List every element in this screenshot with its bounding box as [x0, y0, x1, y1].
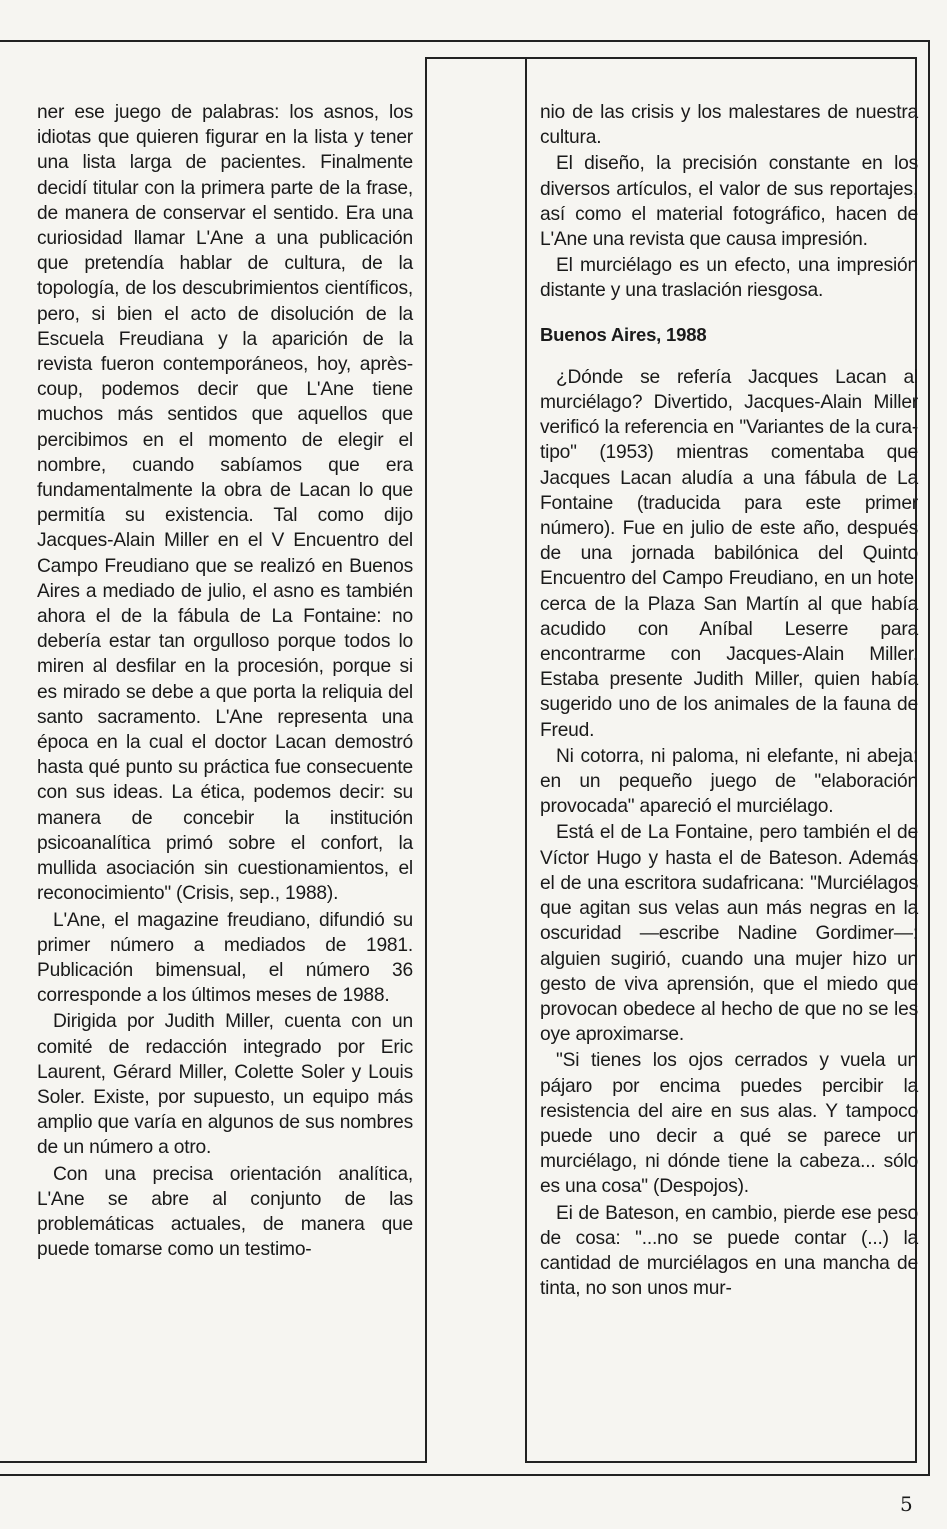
- left-column-box-top: [427, 57, 527, 59]
- left-column-box-right: [425, 57, 427, 1463]
- right-border: [928, 40, 930, 1476]
- paragraph: ¿Dónde se refería Jacques Lacan al murciélago? Divertido, Jacques-Alain Miller verificó la referencia en "Variantes de la cura-tipo" (1953) mientras comentaba que Jacques Lacan aludía a una fábula de La Fontaine (traducida para este primer número). Fue en julio de este año, después de una jornada babilónica del Quinto Encuentro del Campo Freudiano, en un hotel cerca de la Plaza San Martín al que había acudido con Aníbal Leserre para encontrarme con Jacques-Alain Miller. Estaba presente Judith Miller, quien había sugerido uno de los animales de la fauna de Freud.: [540, 366, 918, 741]
- left-column: [37, 100, 413, 1262]
- paragraph: El murciélago es un efecto, una impresión distante y una traslación riesgosa.: [540, 255, 918, 302]
- paragraph: Ni cotorra, ni paloma, ni elefante, ni abeja: en un pequeño juego de "elaboración provocada" apareció el murciélago.: [540, 745, 918, 818]
- top-border: [0, 40, 930, 42]
- paragraph: nio de las crisis y los malestares de nuestra cultura.: [540, 102, 918, 149]
- right-column-box-top: [525, 57, 917, 59]
- paragraph: L'Ane, el magazine freudiano, difundió su primer número a mediados de 1981. Publicación bimensual, el número 36 corresponde a los últimos meses de 1988.: [37, 909, 413, 1007]
- section-heading: Buenos Aires, 1988: [540, 323, 707, 345]
- paragraph: El diseño, la precisión constante en los diversos artículos, el valor de sus reportajes, así como el material fotográfico, hacen de L'Ane una revista que causa impresión.: [540, 153, 918, 251]
- paragraph: Ei de Bateson, en cambio, pierde ese peso de cosa: "...no se puede contar (...) la cantidad de murciélagos en una mancha de tinta, no son unos mur-: [540, 1202, 918, 1300]
- paragraph: Está el de La Fontaine, pero también el de Víctor Hugo y hasta el de Bateson. Además el de una escritora sudafricana: "Murciélagos que agitan sus velas aun más negras en la oscuridad —escribe Nadine Gordimer—: alguien sugirió, cuando una mujer hizo un gesto de viva aprensión, que el miedo que provocan obedece al hecho de que no se les oye aproximarse.: [540, 822, 918, 1046]
- bottom-border: [0, 1474, 930, 1476]
- box-bottom-right: [525, 1461, 917, 1463]
- page-number: 5: [900, 1492, 913, 1516]
- right-column-box-left: [525, 57, 527, 1463]
- paragraph: Dirigida por Judith Miller, cuenta con un comité de redacción integrado por Eric Laurent, Gérard Miller, Colette Soler y Louis Soler. Existe, por supuesto, un equipo más amplio que varía en algunos de sus nombres de un número a otro.: [37, 1011, 413, 1159]
- right-column: [540, 100, 918, 1301]
- box-bottom-left: [0, 1461, 427, 1463]
- paragraph: Con una precisa orientación analítica, L'Ane se abre al conjunto de las problemáticas actuales, de manera que puede tomarse como un testimo-: [37, 1163, 413, 1261]
- paragraph: "Si tienes los ojos cerrados y vuela un pájaro por encima puedes percibir la resistencia del aire en sus alas. Y tampoco puede uno decir a qué se parece un murciélago, ni dónde tiene la cabeza... sólo es una cosa" (Despojos).: [540, 1050, 918, 1198]
- paragraph: ner ese juego de palabras: los asnos, los idiotas que quieren figurar en la lista y tener una lista larga de pacientes. Finalmente decidí titular con la primera parte de la frase, de manera de conservar el sentido. Era una curiosidad llamar L'Ane a una publicación que pretendía hablar de cultura, de la topología, de los descubrimientos científicos, pero, si bien el acto de disolución de la Escuela Freudiana y la aparición de la revista fueron contemporáneos, hoy, après-coup, podemos decir que L'Ane tiene muchos más sentidos que aquellos que percibimos en el momento de elegir el nombre, cuando sabíamos que era fundamentalmente la obra de Lacan lo que permitía su existencia. Tal como dijo Jacques-Alain Miller en el V Encuentro del Campo Freudiano que se realizó en Buenos Aires a mediado de julio, el asno es también ahora el de la fábula de La Fontaine: no debería estar tan orgulloso porque todos lo miren al desfilar en la procesión, porque si es mirado se debe a que porta la reliquia del santo sacramento. L'Ane representa una época en la cual el doctor Lacan demostró hasta qué punto su práctica fue consecuente con sus ideas. La ética, podemos decir: su manera de concebir la institución psicoanalítica primó sobre el confort, la mullida asociación sin cuestionamientos, el reconocimiento" (Crisis, sep., 1988).: [37, 102, 413, 905]
